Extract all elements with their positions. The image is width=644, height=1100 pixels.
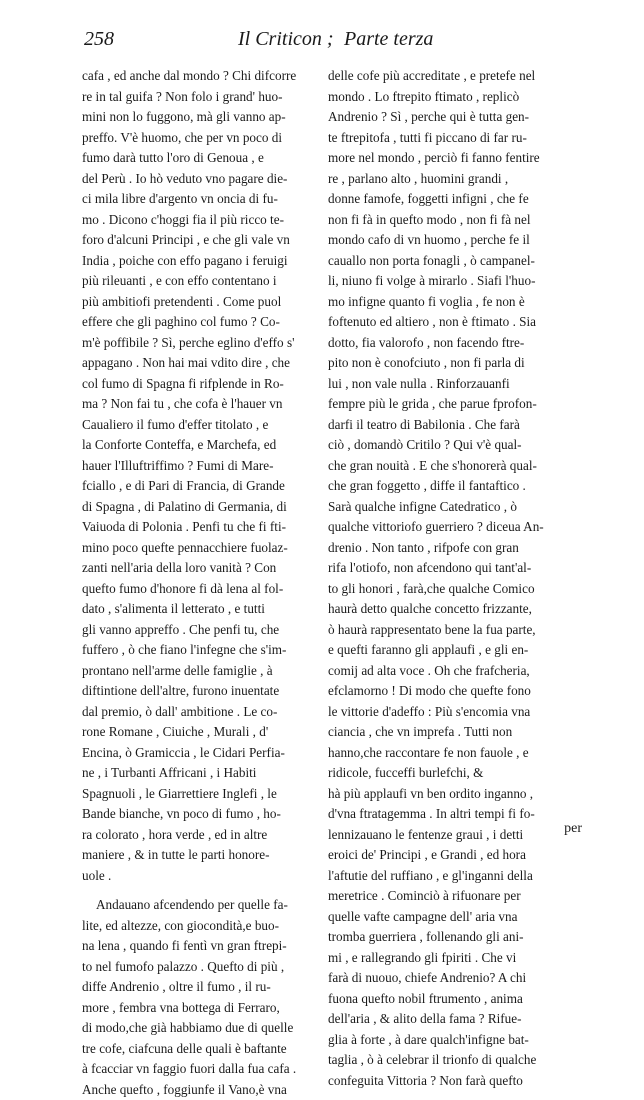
text-line: quelle vafte campagne dell' aria vna: [328, 907, 554, 928]
text-line: comij ad alta voce . Oh che frafcheria,: [328, 661, 554, 682]
text-line: ò haurà rappresentato bene la fua parte,: [328, 620, 554, 641]
text-line: foftenuto ed altiero , non è ftimato . Sia: [328, 312, 554, 333]
running-title: Il Criticon ;: [238, 24, 334, 54]
text-line: na lena , quando fi fentì vn gran ftrepi-: [82, 936, 308, 957]
text-line: delle cofe più accreditate , e pretefe nel: [328, 66, 554, 87]
text-line: cauallo non porta fonagli , ò campanel-: [328, 251, 554, 272]
text-line: hauer l'Illuftriffimo ? Fumi di Mare-: [82, 456, 308, 477]
text-line: gli vanno appreffo . Che penfi tu, che: [82, 620, 308, 641]
text-line: l'aftutie del ruffiano , e gl'inganni della: [328, 866, 554, 887]
text-line: more nel mondo , perciò fi fanno fentire: [328, 148, 554, 169]
text-line: more , fembra vna bottega di Ferraro,: [82, 998, 308, 1019]
text-line: confeguita Vittoria ? Non farà quefto: [328, 1071, 554, 1092]
text-line: li, niuno fi volge à mirarlo . Siafi l'huo-: [328, 271, 554, 292]
text-line: prontano nell'arme delle famiglie , à: [82, 661, 308, 682]
text-line: tre cofe, ciafcuna delle quali è baftante: [82, 1039, 308, 1060]
text-line: dell'aria , & alito della fama ? Rifue-: [328, 1009, 554, 1030]
text-line: eroici de' Principi , e Grandi , ed hora: [328, 845, 554, 866]
text-line: darfi il teatro di Babilonia . Che farà: [328, 415, 554, 436]
text-line: diffe Andrenio , oltre il fumo , il ru-: [82, 977, 308, 998]
text-line: mondo cafo di vn huomo , perche fe il: [328, 230, 554, 251]
text-line: drenio . Non tanto , rifpofe con gran: [328, 538, 554, 559]
left-column: [82, 66, 308, 1100]
text-line: mondo . Lo ftrepito ftimato , replicò: [328, 87, 554, 108]
text-line: mi , e rallegrando gli fpiriti . Che vi: [328, 948, 554, 969]
text-line: glia à forte , à dare qualch'infigne bat-: [328, 1030, 554, 1051]
text-line: più rileuanti , e con effo contentano i: [82, 271, 308, 292]
text-line: ci mila libre d'argento vn oncia di fu-: [82, 189, 308, 210]
text-line: m'è poffibile ? Sì, perche eglino d'effo s': [82, 333, 308, 354]
text-line: mo . Dicono c'hoggi fia il più ricco te-: [82, 210, 308, 231]
text-line: mino poco quefte pennacchiere fuolaz-: [82, 538, 308, 559]
text-line: lui , non vale nulla . Rinforzauanfi: [328, 374, 554, 395]
text-line: fempre più le grida , che parue fprofon-: [328, 394, 554, 415]
page-number: 258: [84, 24, 114, 54]
text-line: col fumo di Spagna fi rifplende in Ro-: [82, 374, 308, 395]
text-line: e quefti faranno gli applaufi , e gli en-: [328, 640, 554, 661]
text-line: ciancia , che vn imprefa . Tutti non: [328, 722, 554, 743]
text-line: cafa , ed anche dal mondo ? Chi difcorre: [82, 66, 308, 87]
text-line: zanti nell'aria della loro vanità ? Con: [82, 558, 308, 579]
text-line: del Perù . Io hò veduto vno pagare die-: [82, 169, 308, 190]
text-line: d'vna ftratagemma . In altri tempi fi fo-: [328, 804, 554, 825]
text-line: appagano . Non hai mai vdito dire , che: [82, 353, 308, 374]
catchword: per: [564, 819, 582, 839]
text-line: uole .: [82, 866, 308, 887]
text-line: che gran foggetto , diffe il fantaftico .: [328, 476, 554, 497]
text-line: Bande bianche, vn poco di fumo , ho-: [82, 804, 308, 825]
text-line: effere che gli paghino col fumo ? Co-: [82, 312, 308, 333]
text-line: di modo,che già habbiamo due di quelle: [82, 1018, 308, 1039]
text-line: India , poiche con effo pagano i feruigi: [82, 251, 308, 272]
text-line: te ftrepitofa , tutti fi piccano di far ru-: [328, 128, 554, 149]
text-line: hanno,che raccontare fe non fauole , e: [328, 743, 554, 764]
text-line: le vittorie d'adeffo : Più s'encomia vna: [328, 702, 554, 723]
text-line: dato , s'alimenta il letterato , e tutti: [82, 599, 308, 620]
page-header: [84, 24, 584, 54]
text-line: rifa l'otiofo, non afcendono qui tant'al-: [328, 558, 554, 579]
text-line: Spagnuoli , le Giarrettiere Inglefi , le: [82, 784, 308, 805]
text-line: ne , i Turbanti Affricani , i Habiti: [82, 763, 308, 784]
text-line: Encina, ò Gramiccia , le Cidari Perfia-: [82, 743, 308, 764]
text-line: di Spagna , di Palatino di Germania, di: [82, 497, 308, 518]
text-line: lite, ed altezze, con giocondità,e buo-: [82, 916, 308, 937]
text-line: quefto fumo d'honore fi dà lena al fol-: [82, 579, 308, 600]
text-line: dal premio, ò dall' ambitione . Le co-: [82, 702, 308, 723]
text-line: to gli honori , farà,che qualche Comico: [328, 579, 554, 600]
text-line: non fi fà in quefto modo , non fi fà nel: [328, 210, 554, 231]
text-line: meretrice . Cominciò à rifuonare per: [328, 886, 554, 907]
text-line: re , parlano alto , huomini grandi ,: [328, 169, 554, 190]
text-line: hà più applaufi vn ben ordito inganno ,: [328, 784, 554, 805]
text-line: lennizauano le fentenze graui , i detti: [328, 825, 554, 846]
text-line: dotto, fia valorofo , non facendo ftre-: [328, 333, 554, 354]
text-line: Caualiero il fumo d'effer titolato , e: [82, 415, 308, 436]
text-line: foro d'alcuni Principi , e che gli vale vn: [82, 230, 308, 251]
text-line: diftintione dell'altre, furono inuentate: [82, 681, 308, 702]
text-line: Andauano afcendendo per quelle fa-: [82, 895, 308, 916]
text-line: farà di nuouo, chiefe Andrenio? A chi: [328, 968, 554, 989]
text-line: à fcacciar vn faggio fuori dalla fua cafa .: [82, 1059, 308, 1080]
text-line: Sarà qualche infigne Catedratico , ò: [328, 497, 554, 518]
text-line: donne famofe, foggetti infigni , che fe: [328, 189, 554, 210]
text-line: ciò , domandò Critilo ? Qui v'è qual-: [328, 435, 554, 456]
text-line: rone Romane , Ciuiche , Murali , d': [82, 722, 308, 743]
text-line: pito non è conofciuto , non fi parla di: [328, 353, 554, 374]
text-line: haurà detto qualche concetto frizzante,: [328, 599, 554, 620]
text-line: la Conforte Conteffa, e Marchefa, ed: [82, 435, 308, 456]
text-line: fuona quefto nobil ftrumento , anima: [328, 989, 554, 1010]
text-line: che gran nouità . E che s'honorerà qual-: [328, 456, 554, 477]
text-line: fciallo , e di Pari di Francia, di Grande: [82, 476, 308, 497]
text-line: ridicole, fucceffi burlefchi, &: [328, 763, 554, 784]
text-line: Anche quefto , foggiunfe il Vano,è vna: [82, 1080, 308, 1100]
text-line: re in tal guifa ? Non folo i grand' huo-: [82, 87, 308, 108]
part-title: Parte terza: [344, 24, 433, 54]
text-line: più ambitiofi pretendenti . Come puol: [82, 292, 308, 313]
text-line: efclamorno ! Di modo che quefte fono: [328, 681, 554, 702]
text-line: Andrenio ? Sì , perche qui è tutta gen-: [328, 107, 554, 128]
text-line: ma ? Non fai tu , che cofa è l'hauer vn: [82, 394, 308, 415]
right-column: [328, 66, 554, 1091]
text-line: maniere , & in tutte le parti honore-: [82, 845, 308, 866]
text-line: mini non lo fuggono, mà gli vanno ap-: [82, 107, 308, 128]
text-line: tromba guerriera , follenando gli ani-: [328, 927, 554, 948]
text-line: ra colorato , hora verde , ed in altre: [82, 825, 308, 846]
text-line: Vaiuoda di Polonia . Penfi tu che fi fti-: [82, 517, 308, 538]
text-line: fumo darà tutto l'oro di Genoua , e: [82, 148, 308, 169]
text-line: fuffero , ò che fiano l'infegne che s'im-: [82, 640, 308, 661]
text-line: qualche vittoriofo guerriero ? diceua An-: [328, 517, 554, 538]
text-line: mo infigne quanto fi voglia , fe non è: [328, 292, 554, 313]
text-line: preffo. V'è huomo, che per vn poco di: [82, 128, 308, 149]
text-line: taglia , ò à celebrar il trionfo di qualche: [328, 1050, 554, 1071]
text-line: to nel fumofo palazzo . Quefto di più ,: [82, 957, 308, 978]
